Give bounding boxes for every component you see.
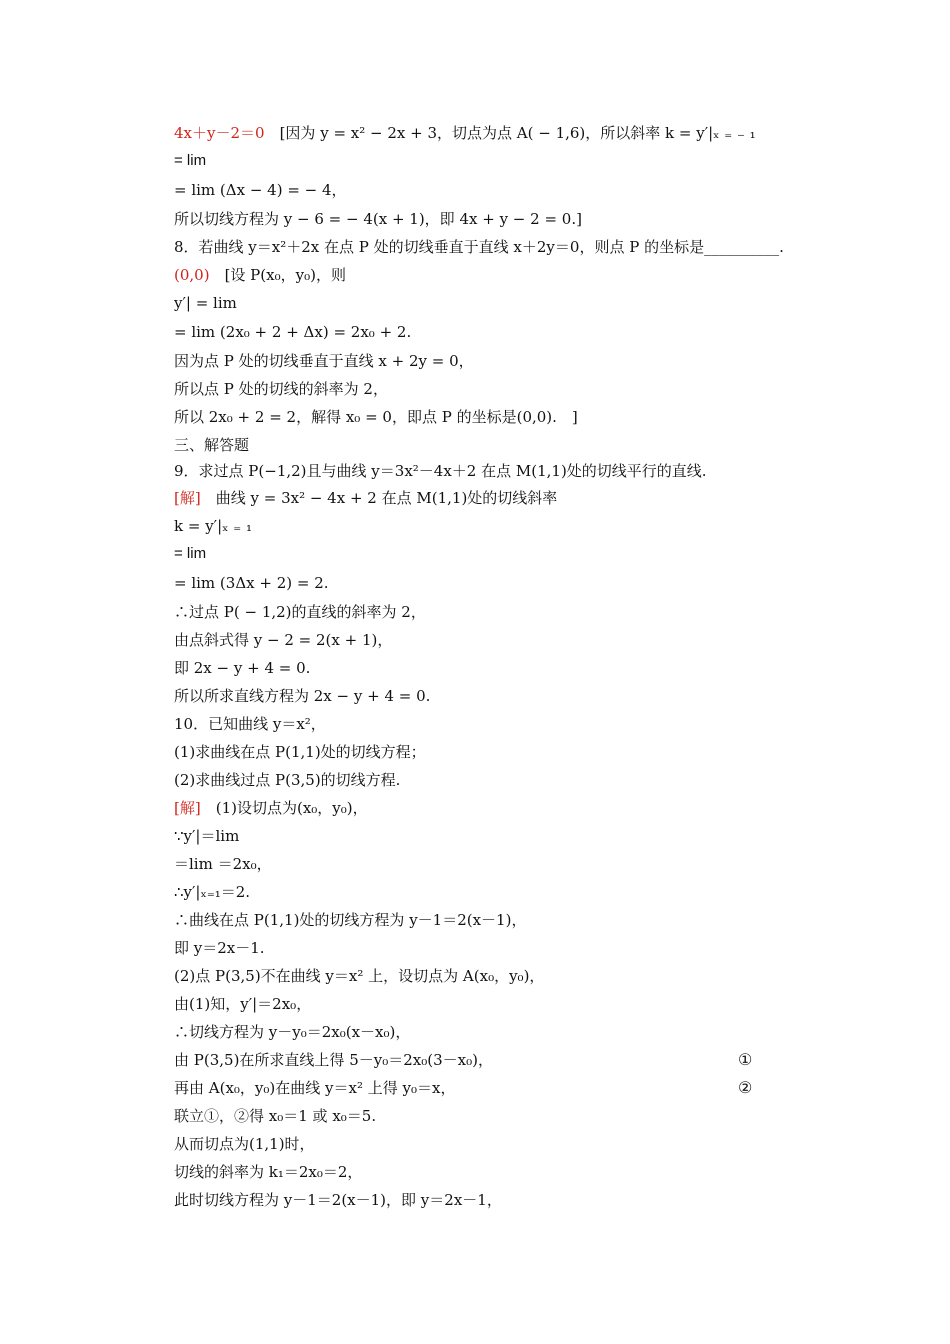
line-text: = lim xyxy=(174,545,207,562)
text-line xyxy=(174,938,265,958)
line-text: 联立①，②得 x₀＝1 或 x₀＝5. xyxy=(174,1107,377,1125)
text-line xyxy=(174,488,557,508)
line-text: 9．求过点 P(−1,2)且与曲线 y＝3x²－4x＋2 在点 M(1,1)处的切线平行的直线. xyxy=(174,462,707,480)
line-text: (1)设切点为(x₀，y₀)， xyxy=(200,799,368,817)
line-text: 所以所求直线方程为 2x − y + 4 = 0. xyxy=(174,687,431,705)
line-text: 三、解答题 xyxy=(174,436,250,454)
text-line xyxy=(174,180,347,200)
line-text: 所以点 P 处的切线的斜率为 2， xyxy=(174,380,388,398)
text-line xyxy=(174,602,426,622)
line-text: = lim (3Δx + 2) = 2. xyxy=(174,574,329,592)
text-line xyxy=(174,1106,376,1126)
line-text: = lim xyxy=(174,152,207,169)
text-line xyxy=(174,994,311,1014)
text-line xyxy=(174,1078,455,1098)
line-text: (2)求曲线过点 P(3,5)的切线方程. xyxy=(174,771,401,789)
answer-highlight: (0,0) xyxy=(174,266,210,284)
line-text: ＝lim ＝2x₀， xyxy=(174,855,272,873)
line-text: k = y′|ₓ ₌ ₁ xyxy=(174,517,252,535)
line-text: (1)求曲线在点 P(1,1)处的切线方程； xyxy=(174,743,426,761)
text-line xyxy=(174,770,400,790)
text-line xyxy=(174,882,250,902)
text-line xyxy=(174,322,411,342)
question-9 xyxy=(174,461,707,481)
text-line xyxy=(174,1050,493,1070)
text-line xyxy=(174,854,272,874)
line-text: 由点斜式得 y − 2 = 2(x + 1)， xyxy=(174,631,393,649)
text-line xyxy=(174,516,252,536)
text-line xyxy=(174,209,582,229)
equation-marker: ② xyxy=(738,1078,753,1097)
text-line xyxy=(174,1190,502,1210)
text-line xyxy=(174,379,388,399)
line-text: 从而切点为(1,1)时， xyxy=(174,1135,315,1153)
text-line xyxy=(174,630,392,650)
text-line xyxy=(174,798,368,818)
text-line xyxy=(174,1022,410,1042)
text-line xyxy=(174,265,346,285)
line-text: 10．已知曲线 y＝x²， xyxy=(174,715,326,733)
line-text: ∴过点 P( − 1,2)的直线的斜率为 2， xyxy=(174,603,426,621)
line-text: = lim (Δx − 4) = − 4， xyxy=(174,181,347,199)
text-line xyxy=(174,351,474,371)
line-text: (2)点 P(3,5)不在曲线 y＝x² 上，设切点为 A(x₀，y₀)， xyxy=(174,967,545,985)
line-text: = lim (2x₀ + 2 + Δx) = 2x₀ + 2. xyxy=(174,323,412,341)
section-heading xyxy=(174,435,249,455)
text-line xyxy=(174,293,237,313)
text-line xyxy=(174,910,526,930)
line-text: [设 P(x₀，y₀)，则 xyxy=(209,266,346,284)
text-line xyxy=(174,658,310,678)
text-line xyxy=(174,544,206,564)
line-text: 再由 A(x₀，y₀)在曲线 y＝x² 上得 y₀＝x， xyxy=(174,1079,456,1097)
text-line xyxy=(174,686,430,706)
line-text: y′| = lim xyxy=(174,294,237,312)
text-line xyxy=(174,407,578,427)
line-text: [因为 y = x² − 2x + 3，切点为点 A( − 1,6)，所以斜率 k = y′|ₓ ₌ ₋ ₁ xyxy=(264,124,756,142)
line-text: 由(1)知，y′|＝2x₀， xyxy=(174,995,312,1013)
line-text: 切线的斜率为 k₁＝2x₀＝2， xyxy=(174,1163,363,1181)
text-line xyxy=(174,966,544,986)
text-line xyxy=(174,1162,362,1182)
question-10 xyxy=(174,714,326,734)
line-text: 曲线 y = 3x² − 4x + 2 在点 M(1,1)处的切线斜率 xyxy=(200,489,558,507)
line-text: 所以切线方程为 y − 6 = − 4(x + 1)，即 4x + y − 2 = 0.] xyxy=(174,210,582,228)
text-line xyxy=(174,573,329,593)
line-text: 因为点 P 处的切线垂直于直线 x + 2y = 0， xyxy=(174,352,474,370)
text-line xyxy=(174,742,426,762)
question-8 xyxy=(174,237,784,257)
line-text: 所以 2x₀ + 2 = 2，解得 x₀ = 0，即点 P 的坐标是(0,0). ] xyxy=(174,408,578,426)
line-text: 由 P(3,5)在所求直线上得 5－y₀＝2x₀(3－x₀)， xyxy=(174,1051,493,1069)
text-line xyxy=(174,151,206,171)
line-text: ∴y′|ₓ₌₁＝2. xyxy=(174,883,251,901)
line-text: ∴曲线在点 P(1,1)处的切线方程为 y－1＝2(x－1)， xyxy=(174,911,527,929)
line-text: 8．若曲线 y＝x²＋2x 在点 P 处的切线垂直于直线 x＋2y＝0，则点 P 的坐标是__________. xyxy=(174,238,784,256)
line-text: 即 2x − y + 4 = 0. xyxy=(174,659,311,677)
solution-label: [解] xyxy=(174,489,201,507)
answer-highlight: 4x＋y－2＝0 xyxy=(174,124,265,142)
line-text: 即 y＝2x－1. xyxy=(174,939,265,957)
line-text: ∴切线方程为 y－y₀＝2x₀(x－x₀)， xyxy=(174,1023,411,1041)
line-text: ∵y′|＝lim xyxy=(174,827,240,845)
line-text: 此时切线方程为 y－1＝2(x－1)，即 y＝2x－1， xyxy=(174,1191,502,1209)
equation-marker: ① xyxy=(738,1050,753,1069)
text-line xyxy=(174,123,756,143)
text-line xyxy=(174,1134,315,1154)
solution-label: [解] xyxy=(174,799,201,817)
text-line xyxy=(174,826,239,846)
